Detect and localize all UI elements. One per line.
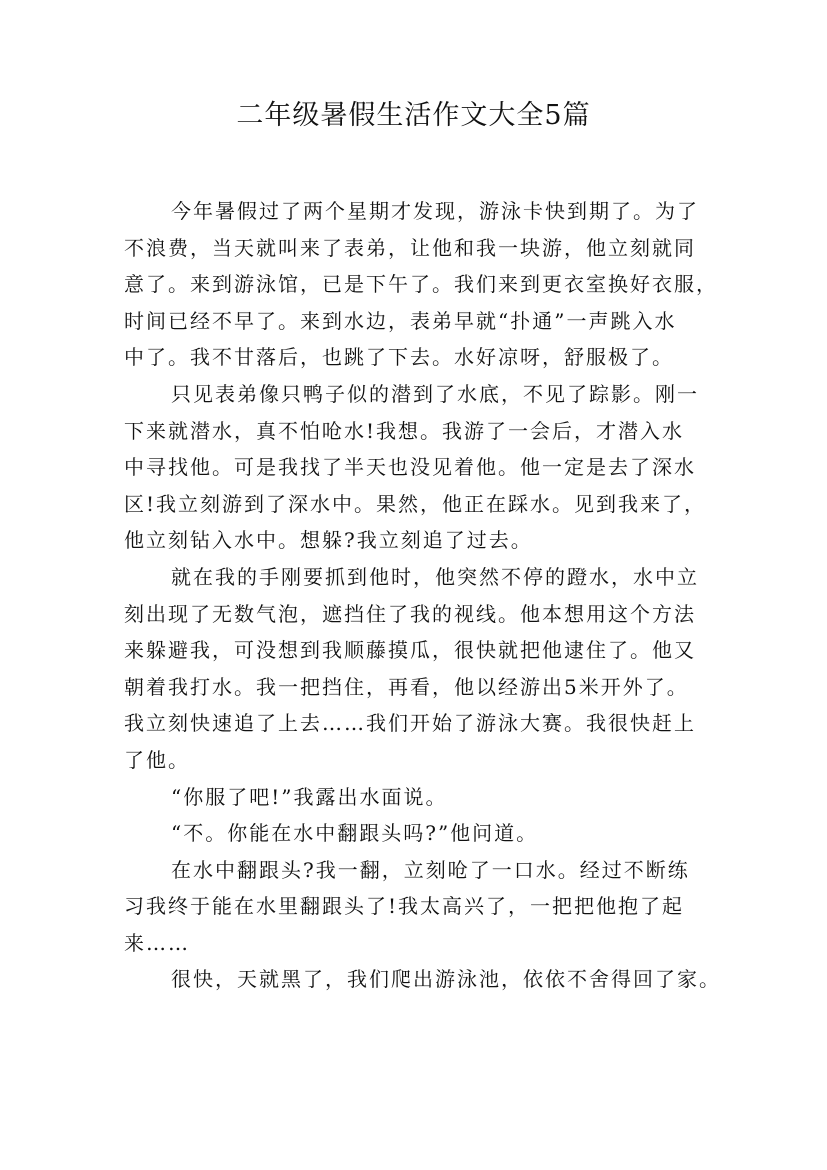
paragraph-line: 刻出现了无数气泡，遮挡住了我的视线。他本想用这个方法 [124, 601, 696, 626]
paragraph-line: 来躲避我，可没想到我顺藤摸瓜，很快就把他逮住了。他又 [124, 638, 696, 663]
paragraph-line: 区!我立刻游到了深水中。果然，他正在踩水。见到我来了， [124, 491, 707, 516]
paragraph-line: 就在我的手刚要抓到他时，他突然不停的蹬水，水中立 [171, 564, 699, 589]
paragraph-line: 不浪费，当天就叫来了表弟，让他和我一块游，他立刻就同 [124, 235, 696, 260]
paragraph-line: 意了。来到游泳馆，已是下午了。我们来到更衣室换好衣服， [124, 272, 718, 297]
document-body [124, 193, 721, 998]
paragraph-line: 时间已经不早了。来到水边，表弟早就“扑通”一声跳入水 [124, 308, 677, 333]
paragraph-line: 中寻找他。可是我找了半天也没见着他。他一定是去了深水 [124, 455, 696, 480]
paragraph-line: 下来就潜水，真不怕呛水!我想。我游了一会后，才潜入水 [124, 418, 685, 443]
paragraph-line: 来…… [124, 930, 190, 955]
paragraph-line: 很快，天就黑了，我们爬出游泳池，依依不舍得回了家。 [171, 967, 721, 992]
paragraph-line: 只见表弟像只鸭子似的潜到了水底，不见了踪影。刚一 [171, 381, 699, 406]
paragraph-line: 我立刻快速追了上去……我们开始了游泳大赛。我很快赶上 [124, 711, 696, 736]
paragraph-line: “你服了吧!”我露出水面说。 [171, 784, 448, 809]
paragraph-line: 在水中翻跟头?我一翻，立刻呛了一口水。经过不断练 [171, 857, 690, 882]
paragraph-line: 他立刻钻入水中。想躲?我立刻追了过去。 [124, 528, 533, 553]
paragraph-line: “不。你能在水中翻跟头吗?”他问道。 [171, 821, 539, 846]
paragraph-line: 朝着我打水。我一把挡住，再看，他以经游出5米开外了。 [124, 674, 689, 699]
paragraph-line: 习我终于能在水里翻跟头了!我太高兴了，一把把他抱了起 [124, 894, 685, 919]
document-title: 二年级暑假生活作文大全5篇 [236, 100, 591, 131]
paragraph-line: 中了。我不甘落后，也跳了下去。水好凉呀，舒服极了。 [124, 345, 674, 370]
paragraph-line: 今年暑假过了两个星期才发现，游泳卡快到期了。为了 [171, 199, 699, 223]
paragraph-line: 了他。 [124, 747, 190, 772]
